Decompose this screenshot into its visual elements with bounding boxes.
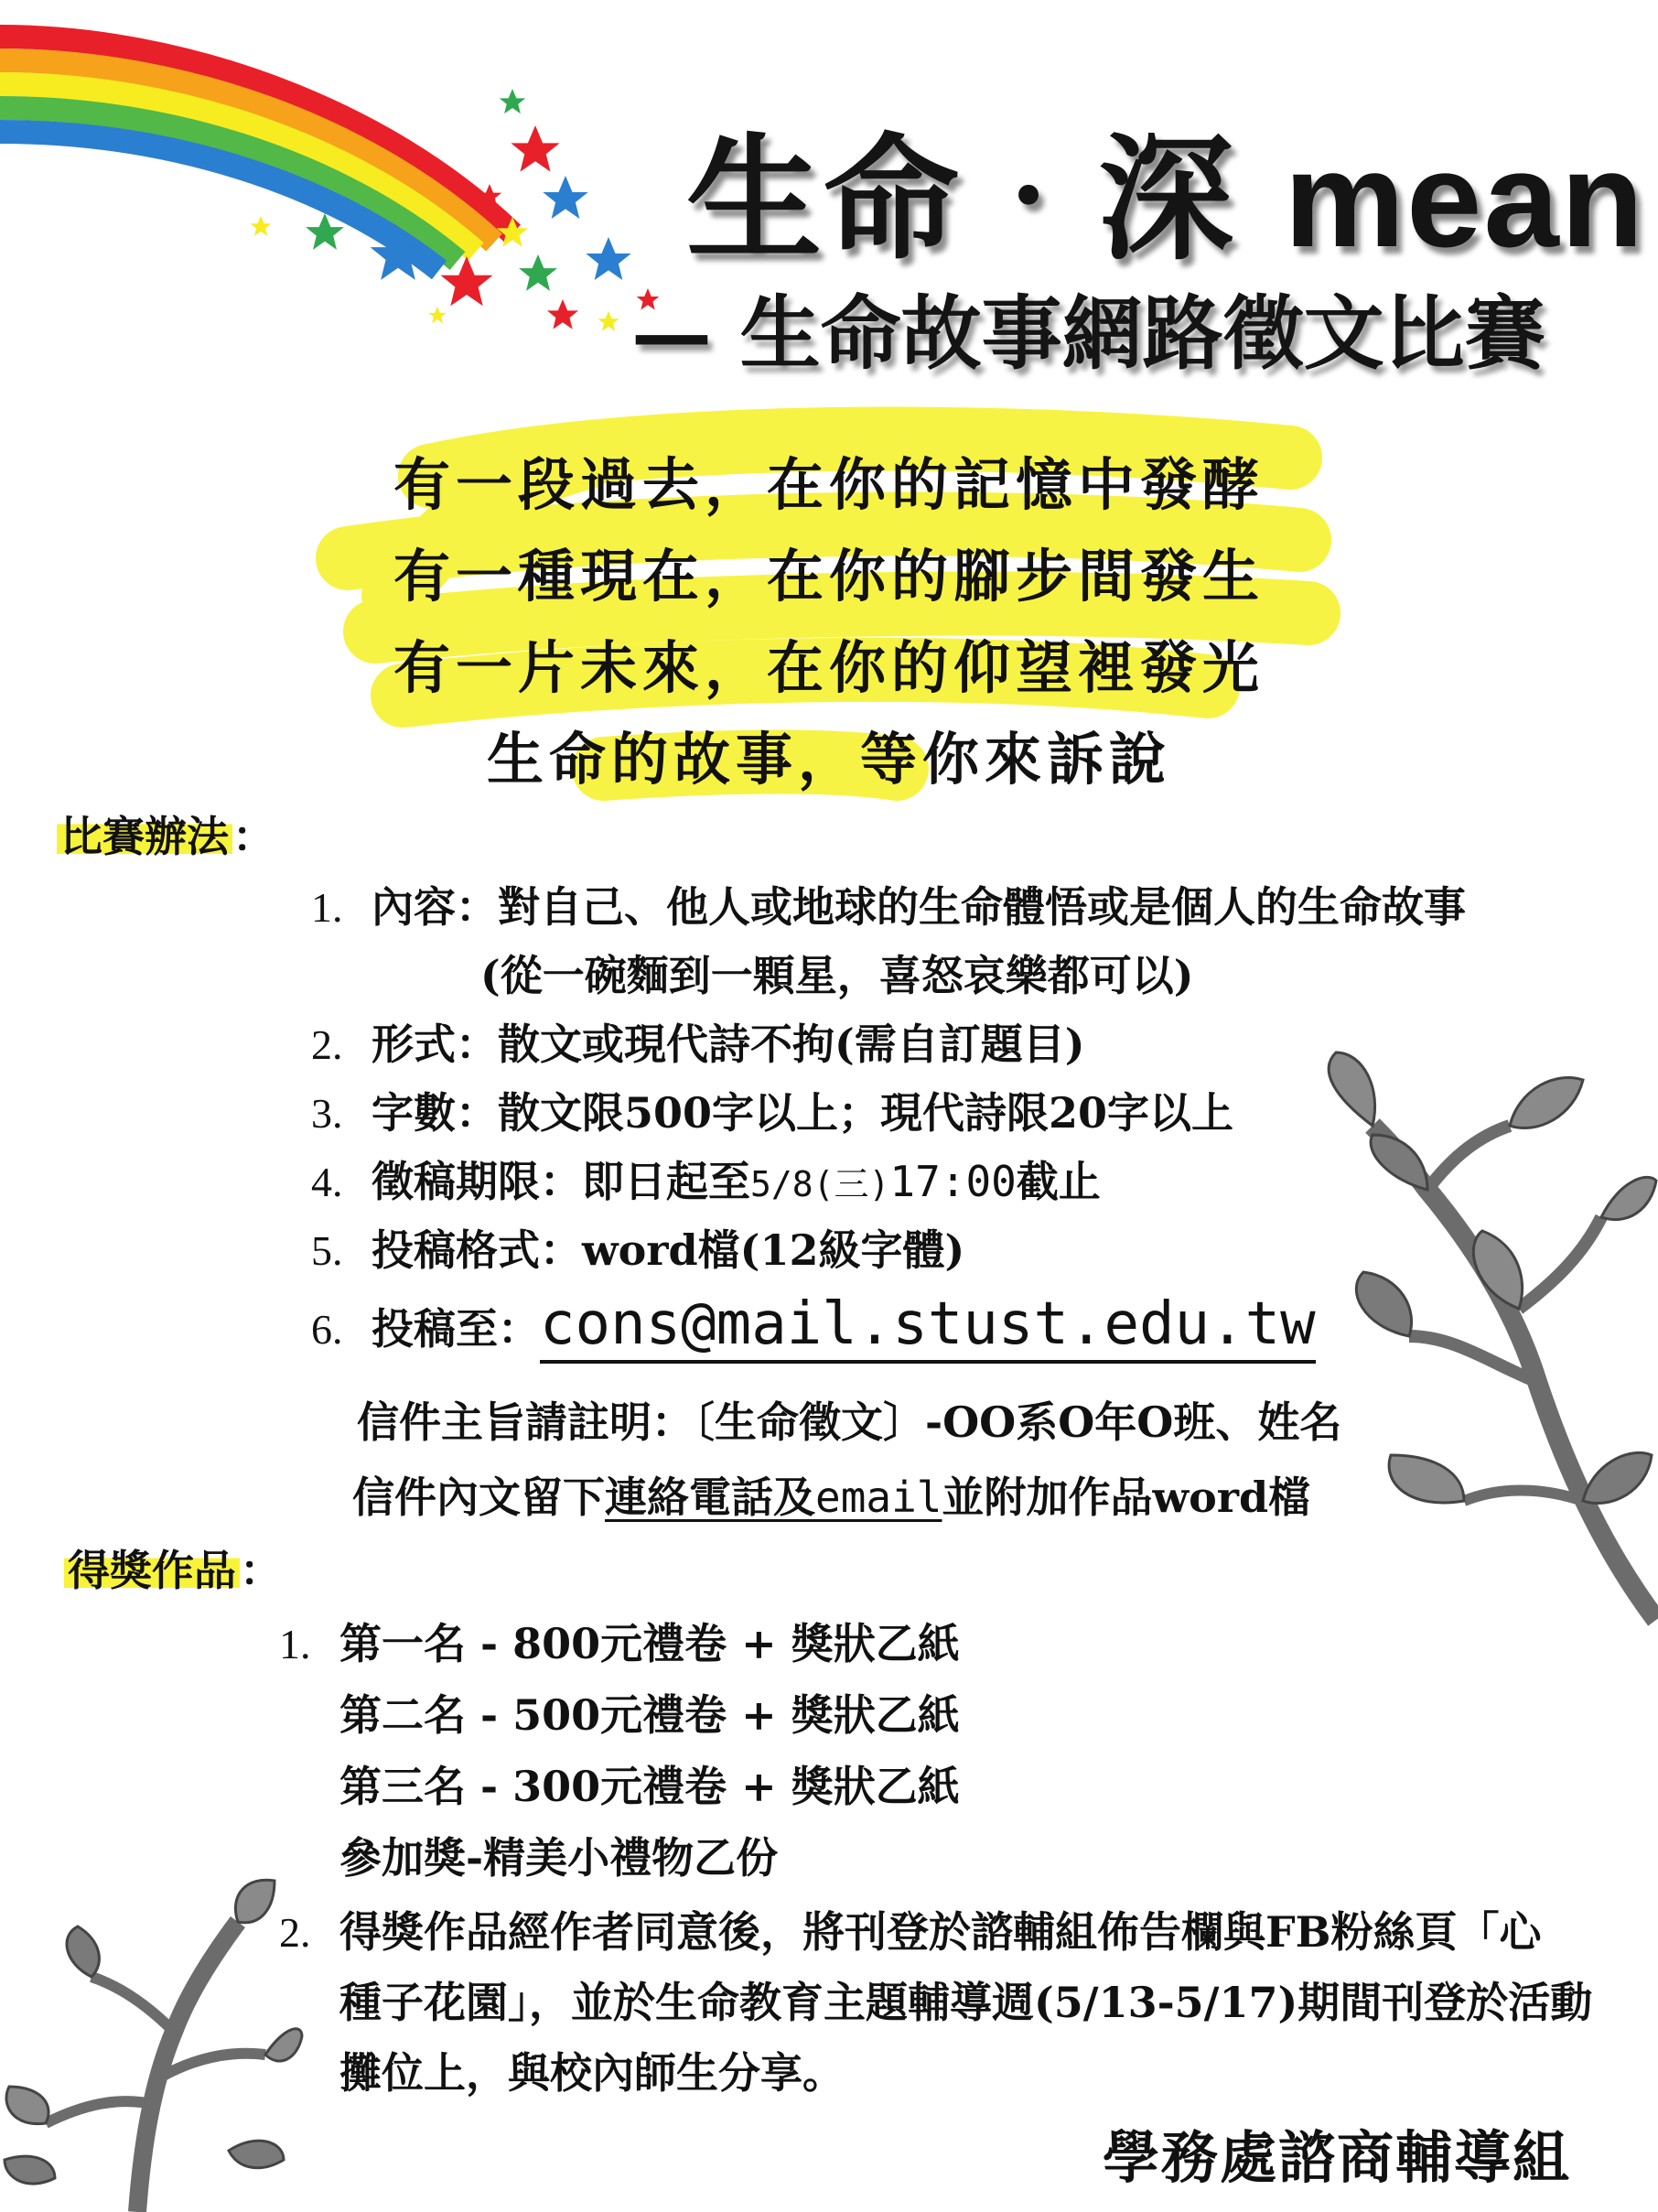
title-cjk: 生命‧深 xyxy=(686,119,1235,278)
rules-label: 比賽辦法： xyxy=(57,804,275,864)
prizes-label: 得獎作品： xyxy=(64,1538,282,1598)
verse-line-3: 有一片未來，在你的仰望裡發光 xyxy=(393,634,1265,701)
rule-note-subject: 信件主旨請註明：〔生命徵文〕-OO系O年O班、姓名 xyxy=(357,1397,1342,1447)
plant-right-icon xyxy=(1308,1034,1658,1620)
prize-second: 第二名 - 500元禮卷 + 獎狀乙紙 xyxy=(339,1690,960,1740)
organizer-signature: 學務處諮商輔導組 xyxy=(1102,2124,1571,2191)
prize-note-line-3: 攤位上，與校內師生分享。 xyxy=(339,2048,845,2098)
prize-note-line-1: 2. 得獎作品經作者同意後，將刊登於諮輔組佈告欄與FB粉絲頁「心 xyxy=(279,1907,1542,1957)
prize-first: 1. 第一名 - 800元禮卷 + 獎狀乙紙 xyxy=(279,1619,960,1668)
verse-line-4: 生命的故事，等你來訴說 xyxy=(486,726,1171,793)
plant-left-icon xyxy=(0,1876,302,2212)
prize-third: 第三名 - 300元禮卷 + 獎狀乙紙 xyxy=(339,1762,960,1811)
title-latin: mean xyxy=(1284,124,1646,275)
prize-note-line-2: 種子花園」，並於生命教育主題輔導週(5/13-5/17)期間刊登於活動 xyxy=(339,1978,1593,2027)
rule-item-1-detail: (從一碗麵到一顆星，喜怒哀樂都可以) xyxy=(480,951,1194,1000)
rule-item-3: 3. 字數：散文限500字以上；現代詩限20字以上 xyxy=(311,1088,1234,1138)
rule-item-2: 2. 形式：散文或現代詩不拘(需自訂題目) xyxy=(311,1020,1085,1069)
verse-line-2: 有一種現在，在你的腳步間發生 xyxy=(393,543,1265,610)
rule-note-body: 信件內文留下連絡電話及email並附加作品word檔 xyxy=(352,1473,1311,1522)
page-subtitle: — 生命故事網路徵文比賽 xyxy=(631,286,1545,381)
prize-participation: 參加獎-精美小禮物乙份 xyxy=(339,1833,779,1883)
rule-item-4: 4. 徵稿期限：即日起至5/8(三)17:00截止 xyxy=(311,1157,1101,1206)
submission-email-link[interactable]: cons@mail.stust.edu.tw xyxy=(540,1290,1316,1364)
verse-line-1: 有一段過去，在你的記憶中發酵 xyxy=(393,451,1265,518)
rule-item-1: 1. 內容：對自己、他人或地球的生命體悟或是個人的生命故事 xyxy=(311,882,1466,932)
rule-item-6: 6. 投稿至：cons@mail.stust.edu.tw xyxy=(311,1290,1316,1358)
rule-item-5: 5. 投稿格式：word檔(12級字體) xyxy=(311,1225,965,1275)
